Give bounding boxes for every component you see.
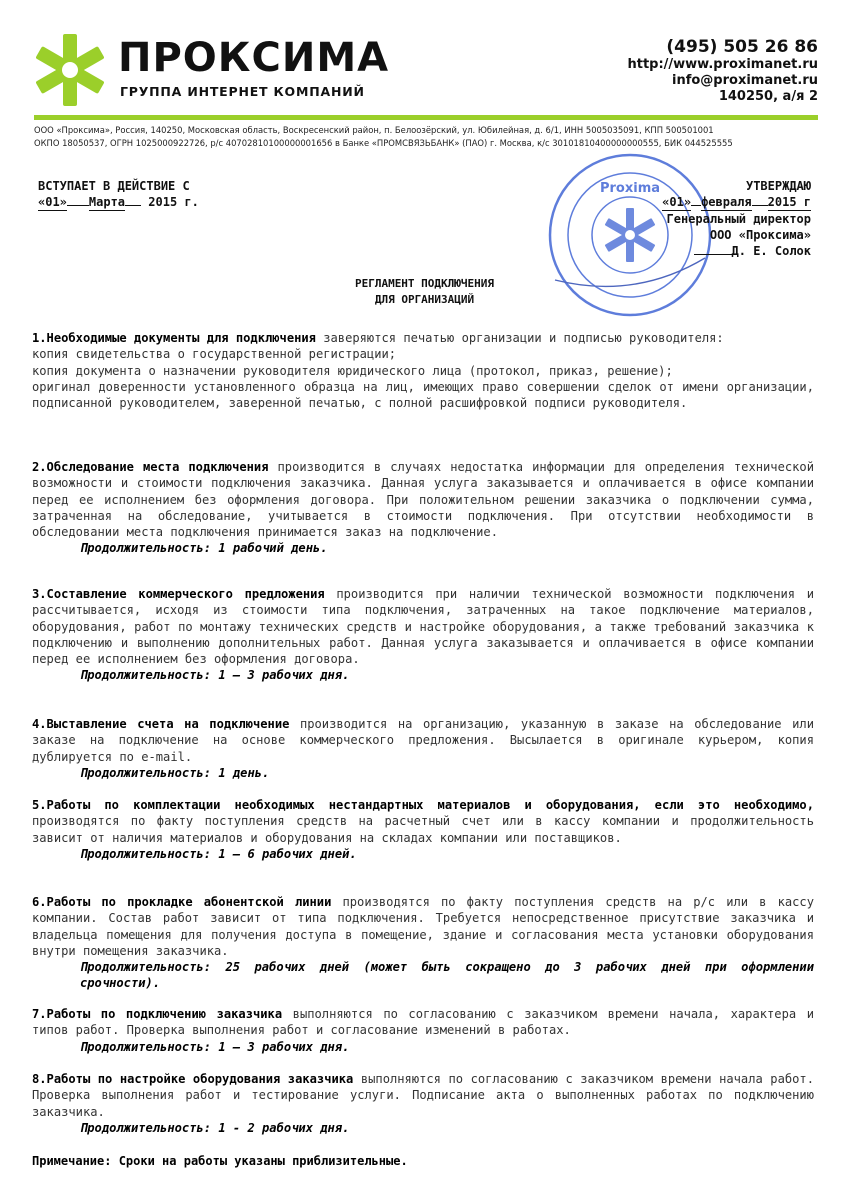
section-duration: Продолжительность: 1 рабочий день. [80, 541, 328, 556]
approval-position: Генеральный директор [666, 212, 811, 226]
company-logo-icon [30, 30, 110, 110]
approval-label: УТВЕРЖДАЮ [745, 179, 811, 193]
effective-date [38, 194, 199, 211]
effective-day: «01» [38, 195, 67, 209]
brand-name: ПРОКСИМА [118, 35, 390, 81]
section-text: заверяются печатью организации и подписью руководителя: [315, 331, 724, 345]
approval-date [662, 194, 811, 211]
website-link[interactable]: http://www.proximanet.ru [627, 57, 818, 72]
section-lead: 1.Необходимые документы для подключения [32, 331, 316, 345]
section-duration: Продолжительность: 1 - 2 рабочих дня. [80, 1120, 350, 1135]
section-3 [32, 586, 814, 684]
date-underline [691, 205, 701, 206]
section-2 [32, 459, 814, 557]
requisites-line: ОКПО 18050537, ОГРН 1025000922726, р/с 40702810100000001656 в Банке «ПРОМСВЯЗЬБАНК» (ПАО) г. Москва, к/с 30101810400000000555, БИК 044525555 [34, 137, 733, 148]
section-lead: 6.Работы по прокладке абонентской линии [32, 895, 332, 909]
section-lead: 8.Работы по настройке оборудования заказчика [32, 1072, 354, 1086]
phone-number: (495) 505 26 86 [666, 37, 818, 57]
signer-name: Д. Е. Солок [731, 244, 811, 258]
effective-date-block [38, 178, 199, 211]
section-lead: 5.Работы по комплектации необходимых нестандартных материалов и оборудования, если это необходимо, [32, 798, 814, 812]
brand-subtitle: ГРУППА ИНТЕРНЕТ КОМПАНИЙ [120, 84, 365, 99]
requisites-line: ООО «Проксима», Россия, 140250, Московская область, Воскресенский район, п. Белоозёрский, ул. Юбилейная, д. 6/1, ИНН 5005035091, КПП 500501001 [34, 125, 714, 135]
section-duration: Продолжительность: 25 рабочих дней (может быть сокращено до 3 рабочих дней при оформлении срочности). [80, 960, 814, 991]
approval-day: «01» [662, 195, 692, 209]
effective-month: Марта [88, 195, 126, 209]
section-text: производится в случаях недостатка информации для определения технической возможности и стоимости подключения заказчика. Данная услуга заказывается и оплачивается в офисе компании перед ее исполнением без оформления договора. При положительном решении заказчика о подключении сумма, затраченная на обследование, учитывается в стоимости подключения. При отсутствии необходимости в обследовании места подключения принимается заказ на подключение. [32, 460, 814, 540]
approval-month: февраля [701, 195, 752, 209]
approval-company: ООО «Проксима» [709, 228, 811, 242]
section-text: выполняются по согласованию с заказчиком времени начала работ. Проверка выполнения работ и тестирование услуги. Подписание акта о выполненных работах по подключению заказчика. [32, 1072, 814, 1119]
date-underline [125, 205, 141, 206]
section-5 [32, 797, 814, 862]
section-lead: 7.Работы по подключению заказчика [32, 1007, 283, 1021]
section-line: копия документа о назначении руководителя юридического лица (протокол, приказ, решение); [32, 363, 673, 378]
date-underline [67, 205, 89, 206]
section-8 [32, 1071, 814, 1136]
email-link[interactable]: info@proximanet.ru [672, 73, 818, 88]
section-lead: 2.Обследование места подключения [32, 460, 269, 474]
section-4 [32, 716, 814, 781]
date-underline [752, 205, 768, 206]
section-duration: Продолжительность: 1 день. [80, 765, 270, 780]
approval-block [662, 178, 811, 259]
title-line: ДЛЯ ОРГАНИЗАЦИЙ [374, 293, 475, 306]
section-line: копия свидетельства о государственной регистрации; [32, 347, 397, 362]
effective-label: ВСТУПАЕТ В ДЕЙСТВИЕ С [38, 179, 190, 193]
section-lead: 4.Выставление счета на подключение [32, 717, 290, 731]
signature-line [694, 254, 732, 255]
section-7 [32, 1006, 814, 1055]
section-6 [32, 894, 814, 992]
document-title [0, 276, 849, 308]
postal-address: 140250, а/я 2 [718, 89, 818, 104]
section-text: выполняются по согласованию с заказчиком времени начала, характера и типов работ. Проверка выполнения работ и согласование изменений в работах. [32, 1007, 814, 1038]
letterhead-divider [34, 115, 818, 120]
section-text: производятся по факту поступления средств на расчетный счет или в кассу компании и продолжительность зависит от наличия материалов и оборудования на складах компании или поставщиков. [32, 814, 814, 845]
section-text: производится при наличии технической возможности подключения и рассчитывается, исходя из стоимости типа подключения, затраченных на такое подключение материалов, оборудования, работ по монтажу технических средств и настройке оборудования, а также требований заказчика к подключению и выполнению дополнительных работ. Данная услуга заказывается и оплачивается в офисе компании перед ее исполнением без оформления договора. [32, 587, 814, 667]
effective-year: 2015 г. [148, 195, 199, 209]
section-lead: 3.Составление коммерческого предложения [32, 587, 325, 601]
company-requisites [34, 124, 824, 149]
title-line: РЕГЛАМЕНТ ПОДКЛЮЧЕНИЯ [354, 277, 495, 290]
approval-year: 2015 г [767, 195, 811, 209]
contact-block [627, 37, 818, 105]
section-duration: Продолжительность: 1 – 3 рабочих дня. [80, 1039, 350, 1054]
section-line: оригинал доверенности установленного образца на лиц, имеющих право совершении сделок от имени организации, подписанной руководителем, заверенной печатью, с полной расшифровкой подписи руководителя. [32, 379, 814, 411]
section-duration: Продолжительность: 1 – 6 рабочих дней. [80, 846, 357, 861]
section-text: производится на организацию, указанную в заказе на обследование или заказе на подключение на основе коммерческого предложения. Высылается в оригинале курьером, копия дублируется по e-mail. [32, 717, 814, 764]
approval-signer [662, 243, 811, 259]
footnote: Примечание: Сроки на работы указаны приблизительные. [32, 1154, 408, 1168]
section-1 [32, 330, 814, 411]
section-duration: Продолжительность: 1 – 3 рабочих дня. [80, 668, 350, 683]
section-text: производятся по факту поступления средств на р/с или в кассу компании. Состав работ зависит от типа подключения. Требуется непосредственное присутствие заказчика и владельца помещения для получения доступа в помещение, здание и согласования места установки оборудования внутри помещения заказчика. [32, 895, 814, 958]
stamp-center-text: Proxima [599, 181, 661, 196]
